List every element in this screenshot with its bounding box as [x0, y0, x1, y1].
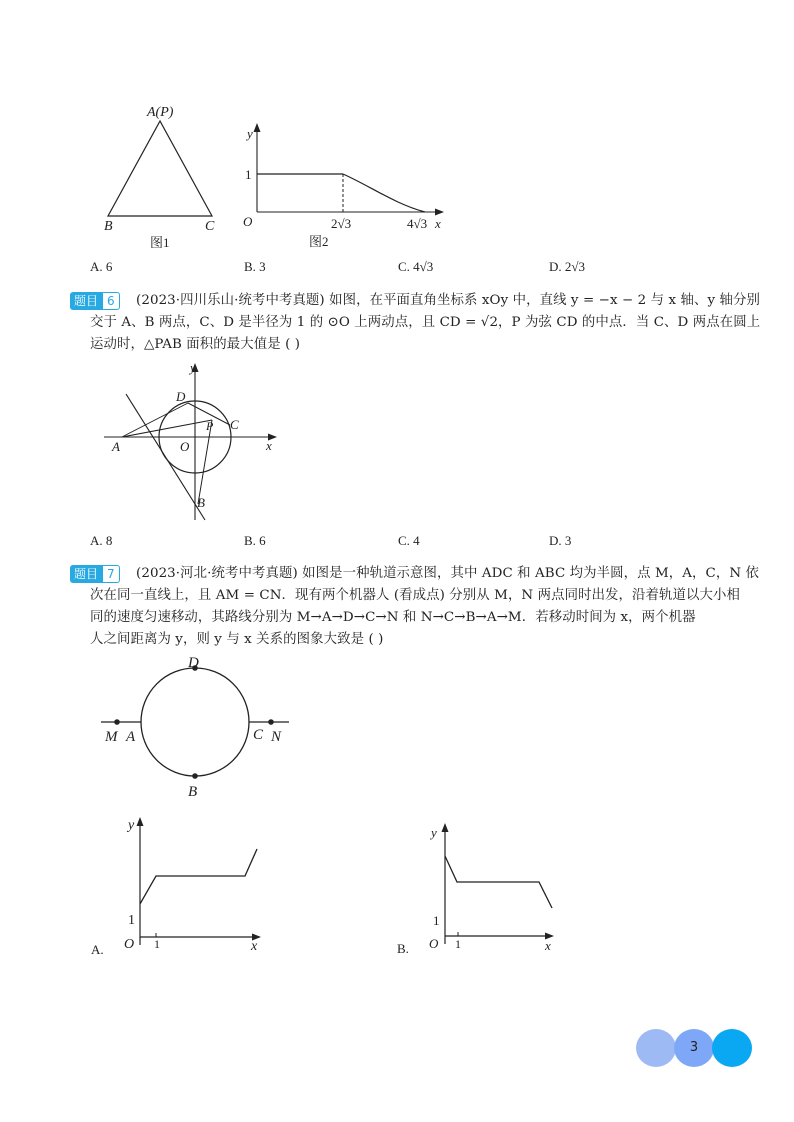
tick-x-1: 1: [154, 937, 160, 951]
tick-x-2root3: 2√3: [331, 216, 352, 231]
q7-line-3: 同的速度匀速移动，其路线分别为 M→A→D→C→N 和 N→C→B→A→M．若移动时间为 x，两个机器: [90, 610, 696, 625]
option-label-b: B.: [397, 941, 409, 956]
tick-y-1: 1: [433, 913, 440, 928]
q6-option-c: C. 4: [398, 533, 420, 548]
option-label-a: A.: [91, 942, 104, 957]
option-c: C. 4√3: [398, 259, 434, 274]
label-c: C: [253, 727, 264, 743]
figure-triangle: [95, 98, 235, 248]
figure-graph-2: [235, 120, 450, 250]
option-b: B. 3: [244, 259, 266, 274]
graph-option-a: [88, 812, 268, 957]
page-number: 3: [689, 1040, 699, 1055]
q6-option-a: A. 8: [90, 533, 113, 548]
label-origin: O: [243, 214, 253, 229]
tick-x-1: 1: [455, 937, 461, 951]
question-tag-6: [70, 292, 120, 310]
q7-line-2: 次在同一直线上，且 AM = CN．现有两个机器人 (看成点) 分别从 M，N 两点同时出发，沿着轨道以大小相: [90, 588, 740, 603]
label-p: P: [206, 419, 214, 433]
label-c: C: [230, 417, 239, 432]
label-c: C: [205, 219, 215, 234]
figure-track: [95, 650, 300, 800]
label-y: y: [247, 126, 253, 141]
label-d: D: [188, 655, 199, 671]
label-x: x: [266, 438, 272, 453]
tick-y-1: 1: [245, 167, 252, 182]
label-y: y: [190, 360, 196, 375]
tag-label: 题目: [70, 565, 102, 583]
label-m: M: [105, 729, 118, 745]
label-x: x: [545, 938, 551, 953]
graph-option-b: [395, 818, 565, 958]
label-a: A: [126, 729, 136, 745]
tag-number: 7: [102, 565, 120, 583]
tag-label: 题目: [70, 292, 102, 310]
q6-line-1: (2023·四川乐山·统考中考真题) 如图，在平面直角坐标系 xOy 中，直线 y = −x − 2 与 x 轴、y 轴分别: [136, 293, 760, 308]
caption-fig1: 图1: [150, 235, 170, 248]
figure-circle-coordinate: [100, 360, 285, 525]
label-a: A: [112, 439, 120, 454]
badge-circle-left: [636, 1029, 676, 1067]
label-n: N: [271, 729, 282, 745]
q6-line-3: 运动时，△PAB 面积的最大值是 ( ): [90, 337, 301, 352]
label-y: y: [431, 825, 437, 840]
label-b: B: [104, 219, 113, 234]
q6-line-2: 交于 A、B 两点，C、D 是半径为 1 的 ⊙O 上两动点，且 CD = √2，P 为弦 CD 的中点．当 C、D 两点在圆上: [90, 315, 761, 330]
tick-y-1: 1: [128, 913, 135, 928]
q6-option-b: B. 6: [244, 533, 266, 548]
label-o: O: [124, 937, 135, 952]
caption-fig2: 图2: [309, 234, 329, 249]
label-o: O: [180, 439, 190, 454]
label-y: y: [128, 818, 135, 833]
label-apex: A(P): [147, 105, 174, 120]
label-o: O: [429, 936, 439, 951]
tag-number: 6: [102, 292, 120, 310]
option-a: A. 6: [90, 259, 113, 274]
q7-line-1: (2023·河北·统考中考真题) 如图是一种轨道示意图，其中 ADC 和 ABC 均为半圆，点 M，A，C，N 依: [136, 566, 760, 581]
option-d: D. 2√3: [549, 259, 586, 274]
label-b: B: [197, 495, 205, 510]
question-tag-7: [70, 565, 120, 583]
badge-circle-right: [712, 1029, 752, 1067]
label-x: x: [251, 939, 258, 954]
label-d: D: [176, 389, 186, 404]
label-x: x: [435, 216, 441, 231]
q7-line-4: 人之间距离为 y，则 y 与 x 关系的图象大致是 ( ): [90, 632, 384, 647]
page-number-badge: [636, 1029, 752, 1067]
label-b: B: [188, 784, 198, 800]
tick-x-4root3: 4√3: [407, 216, 428, 231]
q6-option-d: D. 3: [549, 533, 572, 548]
